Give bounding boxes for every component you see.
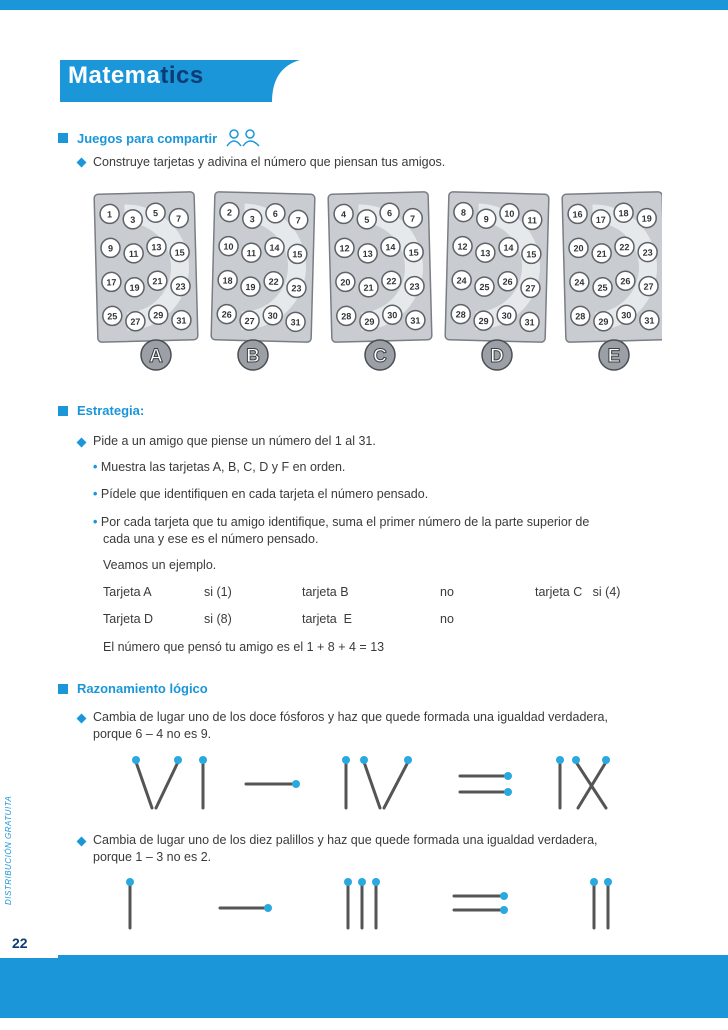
puzzle-1-line-1: Cambia de lugar uno de los doce fósforos y haz que quede formada una igualdad verdadera,: [93, 710, 608, 724]
card-number: 22: [619, 242, 630, 253]
card-number: 5: [364, 214, 370, 225]
card-number: 6: [272, 208, 279, 219]
card-number: 13: [480, 248, 491, 259]
card-letter: E: [607, 346, 621, 367]
matchstick-puzzle-1: [120, 752, 640, 814]
puzzle-1-line-2: porque 6 – 4 no es 9.: [93, 727, 212, 741]
card-number: 21: [596, 248, 607, 259]
bottom-bar: [0, 955, 728, 1018]
card-number: 29: [153, 310, 164, 321]
matchstick-puzzle-2: [110, 872, 630, 934]
card-number: 18: [222, 275, 233, 286]
card-number: 25: [107, 311, 118, 322]
card-number: 15: [292, 249, 303, 260]
card-number: 7: [176, 213, 182, 224]
card-number: 25: [479, 282, 490, 293]
example-row-1-card-2: tarjeta B: [302, 585, 349, 599]
card-number: 19: [641, 213, 652, 224]
card-number: 1: [106, 209, 113, 220]
card-letter: A: [149, 346, 163, 367]
card-number: 17: [106, 277, 117, 288]
diamond-bullet-icon: [77, 438, 87, 448]
card-number: 3: [130, 214, 136, 225]
estrategia-heading-text: Estrategia:: [77, 403, 145, 418]
sub-3-line-1: Por cada tarjeta que tu amigo identifique, suma el primer número de la parte superior de: [100, 515, 590, 529]
card-number: 14: [385, 242, 396, 253]
juegos-heading-text: Juegos para compartir: [77, 130, 218, 146]
card-number: 11: [246, 248, 257, 259]
card-number: 20: [573, 243, 584, 254]
card-number: 30: [621, 310, 632, 321]
example-row-1-answer: si (1): [204, 585, 232, 599]
kids-icon: [225, 128, 261, 148]
diamond-bullet-icon: [77, 714, 87, 724]
card-number: 7: [295, 215, 301, 226]
card-number: 11: [128, 248, 139, 259]
section-heading-estrategia: [58, 403, 144, 418]
card-number: 10: [504, 208, 515, 219]
example-row-2-card: Tarjeta D: [103, 612, 154, 626]
title-part-2: tics: [160, 62, 204, 89]
number-card-c: [328, 192, 432, 343]
card-number: 12: [457, 241, 468, 252]
card-number: 28: [455, 309, 466, 320]
card-number: 15: [174, 247, 185, 258]
card-number: 19: [245, 282, 256, 293]
card-number: 26: [620, 276, 631, 287]
card-number: 16: [572, 209, 583, 220]
puzzle-2-line-2: porque 1 – 3 no es 2.: [93, 850, 212, 864]
card-number: 19: [129, 282, 140, 293]
card-number: 12: [339, 243, 350, 254]
card-number: 5: [152, 208, 159, 219]
sub-3-line-2: cada una y ese es el número pensado.: [103, 532, 319, 546]
estrategia-sub-2: • Pídele que identifiquen en cada tarjeta el número pensado.: [93, 487, 429, 501]
card-number: 27: [244, 316, 255, 327]
card-number: 31: [644, 315, 655, 326]
card-number: 23: [409, 281, 420, 292]
example-row-1-card-3: tarjeta C si (4): [535, 585, 621, 599]
card-number: 13: [151, 242, 162, 253]
resultado-text: El número que pensó tu amigo es el 1 + 8 + 4 = 13: [103, 640, 385, 654]
square-bullet-icon: [58, 133, 68, 143]
card-number: 27: [130, 316, 141, 327]
card-number: 28: [575, 311, 586, 322]
card-number: 20: [340, 277, 351, 288]
side-vertical-text: DISTRIBUCIÓN GRATUITA: [4, 795, 13, 905]
card-number: 7: [410, 213, 416, 224]
card-number: 6: [386, 208, 393, 219]
juegos-bullet-text: Construye tarjetas y adivina el número que piensan tus amigos.: [93, 155, 446, 169]
card-number: 30: [501, 310, 512, 321]
card-number: 31: [290, 317, 301, 328]
card-number: 25: [597, 282, 608, 293]
sub-2-text: Pídele que identifiquen en cada tarjeta el número pensado.: [100, 487, 429, 501]
card-number: 27: [525, 283, 536, 294]
card-number: 24: [456, 275, 467, 286]
card-number: 9: [107, 243, 114, 254]
card-number: 31: [176, 315, 187, 326]
page-number: 22: [12, 935, 28, 951]
diamond-bullet-icon: [77, 837, 87, 847]
number-card-d: [445, 192, 549, 343]
example-row-2-answer-2: no: [440, 612, 454, 626]
card-number: 4: [340, 209, 347, 220]
card-number: 23: [175, 281, 186, 292]
example-row-1-card: Tarjeta A: [103, 585, 152, 599]
example-row-1-answer-2: no: [440, 585, 454, 599]
card-letter: D: [490, 346, 504, 367]
bottom-margin: [0, 1018, 728, 1030]
card-number: 23: [642, 247, 653, 258]
card-number: 30: [387, 310, 398, 321]
card-number: 29: [478, 316, 489, 327]
card-number: 15: [526, 249, 537, 260]
card-number: 17: [595, 214, 606, 225]
ejemplo-text: Veamos un ejemplo.: [103, 558, 217, 572]
example-row-2-card-2: tarjeta E: [302, 612, 353, 626]
card-number: 28: [341, 311, 352, 322]
estrategia-sub-3: • Por cada tarjeta que tu amigo identifique, suma el primer número de la parte superior de: [93, 515, 590, 529]
page-title: [68, 62, 204, 90]
card-number: 26: [502, 276, 513, 287]
section-heading-juegos: [58, 128, 261, 148]
card-number: 2: [226, 207, 233, 218]
number-cards-illustration: [92, 187, 662, 377]
estrategia-sub-1: • Muestra las tarjetas A, B, C, D y F en orden.: [93, 460, 346, 474]
sub-1-text: Muestra las tarjetas A, B, C, D y F en orden.: [100, 460, 346, 474]
puzzle-2-line-1: Cambia de lugar uno de los diez palillos y haz que quede formada una igualdad verdadera,: [93, 833, 598, 847]
card-number: 24: [574, 277, 585, 288]
square-bullet-icon: [58, 684, 68, 694]
card-number: 11: [527, 215, 538, 226]
card-number: 13: [362, 248, 373, 259]
card-number: 18: [618, 208, 629, 219]
card-number: 30: [267, 310, 278, 321]
card-number: 3: [249, 214, 255, 225]
card-number: 31: [410, 315, 421, 326]
top-bar: [0, 0, 728, 10]
card-number: 22: [268, 276, 279, 287]
number-card-e: [562, 192, 662, 343]
card-number: 14: [269, 242, 280, 253]
page-number-tab: [0, 928, 60, 958]
diamond-bullet-icon: [77, 158, 87, 168]
card-number: 8: [460, 207, 467, 218]
card-letter: C: [373, 346, 387, 367]
card-number: 29: [364, 316, 375, 327]
card-number: 22: [386, 276, 397, 287]
card-number: 21: [363, 282, 374, 293]
card-number: 15: [408, 247, 419, 258]
number-card-a: [94, 192, 198, 343]
number-card-b: [211, 192, 315, 343]
card-number: 27: [643, 281, 654, 292]
card-number: 21: [152, 276, 163, 287]
card-number: 26: [221, 309, 232, 320]
section-heading-razonamiento: [58, 681, 208, 696]
example-row-2-answer: si (8): [204, 612, 232, 626]
card-number: 9: [483, 214, 489, 225]
card-number: 29: [598, 316, 609, 327]
razonamiento-heading-text: Razonamiento lógico: [77, 681, 208, 696]
card-letter: B: [246, 346, 260, 367]
square-bullet-icon: [58, 406, 68, 416]
estrategia-bullet-text: Pide a un amigo que piense un número del 1 al 31.: [93, 434, 376, 448]
card-number: 23: [291, 283, 302, 294]
card-number: 31: [524, 317, 535, 328]
card-number: 10: [223, 241, 234, 252]
card-number: 14: [503, 242, 514, 253]
title-part-1: Matema: [68, 62, 161, 89]
